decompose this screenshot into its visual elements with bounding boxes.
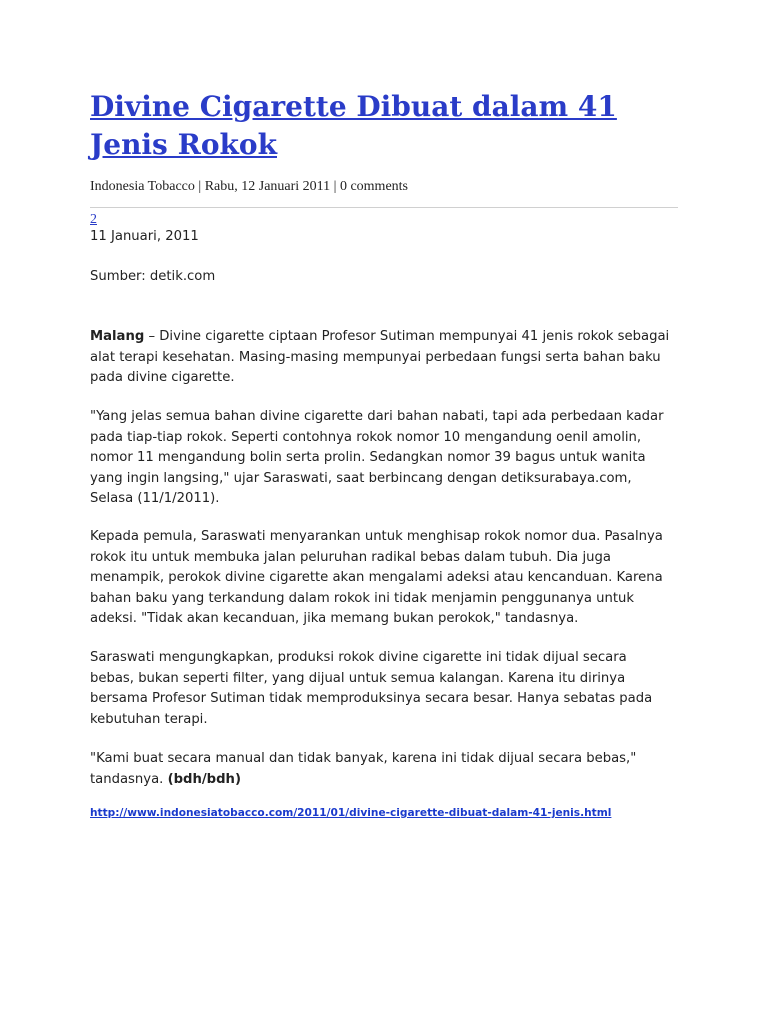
paragraph-3 <box>90 527 690 630</box>
page-number-link[interactable]: 2 <box>90 212 97 227</box>
paragraph-4-line: kebutuhan terapi. <box>90 711 208 727</box>
paragraph-2-line: nomor 11 mengandung bolin serta prolin. Sedangkan nomor 39 bagus untuk wanita <box>90 450 646 465</box>
lead-location: Malang <box>90 329 145 344</box>
article-title-link[interactable]: Divine Cigarette Dibuat dalam 41 Jenis Rokok <box>90 90 617 161</box>
paragraph-2-line: "Yang jelas semua bahan divine cigarette dari bahan nabati, tapi ada perbedaan kadar <box>90 409 664 424</box>
paragraph-3-line: bahan baku yang terkandung dalam rokok ini tidak menjamin penggunanya untuk <box>90 590 634 606</box>
paragraph-5-line: tandasnya. <box>90 771 168 787</box>
paragraph-4 <box>90 648 690 730</box>
source-url-link[interactable]: http://www.indonesiatobacco.com/2011/01/divine-cigarette-dibuat-dalam-41-jenis.html <box>90 807 612 819</box>
paragraph-4-line: bebas, bukan seperti filter, yang dijual untuk semua kalangan. Karena itu dirinya <box>90 670 626 686</box>
paragraph-4-line: bersama Profesor Sutiman tidak memproduksinya secara besar. Hanya sebatas pada <box>90 691 653 706</box>
paragraph-3-line: rokok itu untuk membuka jalan peluruhan radikal bebas dalam tubuh. Dia juga <box>90 549 611 565</box>
author-initials: (bdh/bdh) <box>167 771 241 787</box>
article-meta: Indonesia Tobacco | Rabu, 12 Januari 2011 | 0 comments <box>90 179 409 194</box>
paragraph-4-line: Saraswati mengungkapkan, produksi rokok divine cigarette ini tidak dijual secara <box>90 650 627 665</box>
paragraph-3-line: menampik, perokok divine cigarette akan mengalami adeksi atau kencanduan. Karena <box>90 570 663 585</box>
paragraph-1-line: alat terapi kesehatan. Masing-masing mempunyai perbedaan fungsi serta bahan baku <box>90 349 661 365</box>
paragraph-3-line: Kepada pemula, Saraswati menyarankan untuk menghisap rokok nomor dua. Pasalnya <box>90 529 663 544</box>
paragraph-1-line: – Divine cigarette ciptaan Profesor Sutiman mempunyai 41 jenis rokok sebagai <box>144 329 670 344</box>
paragraph-2 <box>90 407 690 510</box>
paragraph-3-line: adeksi. "Tidak akan kecanduan, jika memang bukan perokok," tandasnya. <box>90 611 579 626</box>
article-source: Sumber: detik.com <box>90 269 216 284</box>
paragraph-5-line: "Kami buat secara manual dan tidak banyak, karena ini tidak dijual secara bebas," <box>90 751 637 766</box>
paragraph-1 <box>90 327 690 389</box>
paragraph-2-line: pada tiap-tiap rokok. Seperti contohnya rokok nomor 10 mengandung oenil amolin, <box>90 429 642 445</box>
divider <box>90 207 678 208</box>
paragraph-1-line: pada divine cigarette. <box>90 370 235 385</box>
paragraph-5 <box>90 749 690 790</box>
article-date: 11 Januari, 2011 <box>90 229 199 244</box>
paragraph-2-line: yang ingin langsing," ujar Saraswati, saat berbincang dengan detiksurabaya.com, <box>90 470 632 486</box>
paragraph-2-line: Selasa (11/1/2011). <box>90 491 220 506</box>
